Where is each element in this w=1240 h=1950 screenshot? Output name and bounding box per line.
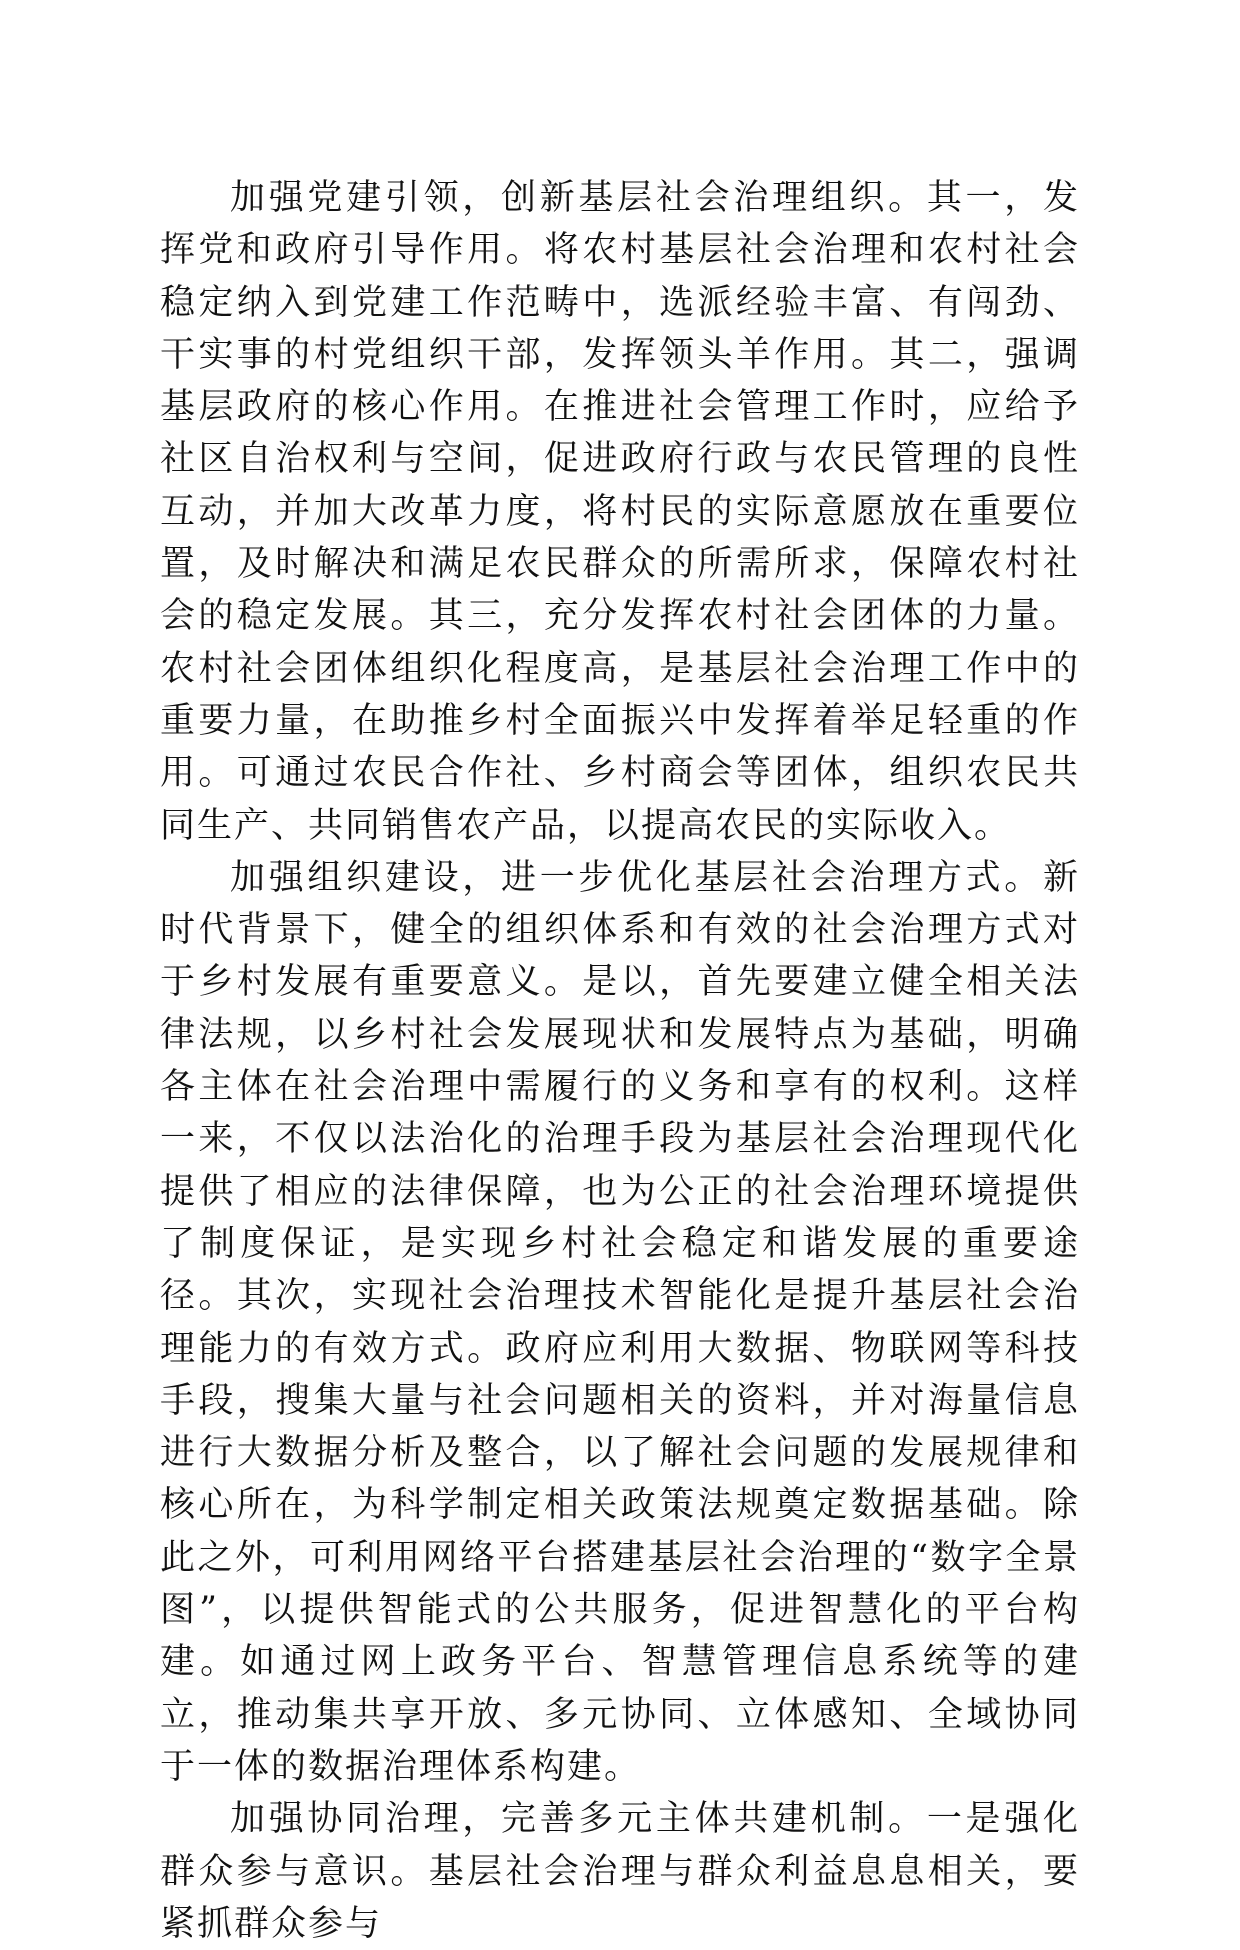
paragraph-organization-building: 加强组织建设，进一步优化基层社会治理方式。新时代背景下，健全的组织体系和有效的社会治理方式对于乡村发展有重要意义。是以，首先要建立健全相关法律法规，以乡村社会发展现状和发展特点为基础，明确各主体在社会治理中需履行的义务和享有的权利。这样一来，不仅以法治化的治理手段为基层社会治理现代化提供了相应的法律保障，也为公正的社会治理环境提供了制度保证，是实现乡村社会稳定和谐发展的重要途径。其次，实现社会治理技术智能化是提升基层社会治理能力的有效方式。政府应利用大数据、物联网等科技手段，搜集大量与社会问题相关的资料，并对海量信息进行大数据分析及整合，以了解社会问题的发展规律和核心所在，为科学制定相关政策法规奠定数据基础。除此之外，可利用网络平台搭建基层社会治理的“数字全景图”，以提供智能式的公共服务，促进智慧化的平台构建。如通过网上政务平台、智慧管理信息系统等的建立，推动集共享开放、多元协同、立体感知、全域协同于一体的数据治理体系构建。: [160, 857, 1080, 1787]
paragraph-party-leadership: 加强党建引领，创新基层社会治理组织。其一，发挥党和政府引导作用。将农村基层社会治理和农村社会稳定纳入到党建工作范畴中，选派经验丰富、有闯劲、干实事的村党组织干部，发挥领头羊作用。其二，强调基层政府的核心作用。在推进社会管理工作时，应给予社区自治权利与空间，促进政府行政与农民管理的良性互动，并加大改革力度，将村民的实际意愿放在重要位置，及时解决和满足农民群众的所需所求，保障农村社会的稳定发展。其三，充分发挥农村社会团体的力量。农村社会团体组织化程度高，是基层社会治理工作中的重要力量，在助推乡村全面振兴中发挥着举足轻重的作用。可通过农民合作社、乡村商会等团体，组织农民共同生产、共同销售农产品，以提高农民的实际收入。: [160, 178, 1080, 846]
paragraph-collaborative-governance: 加强协同治理，完善多元主体共建机制。一是强化群众参与意识。基层社会治理与群众利益息息相关，要紧抓群众参与: [160, 1799, 1080, 1944]
body-text: [160, 172, 1080, 1950]
